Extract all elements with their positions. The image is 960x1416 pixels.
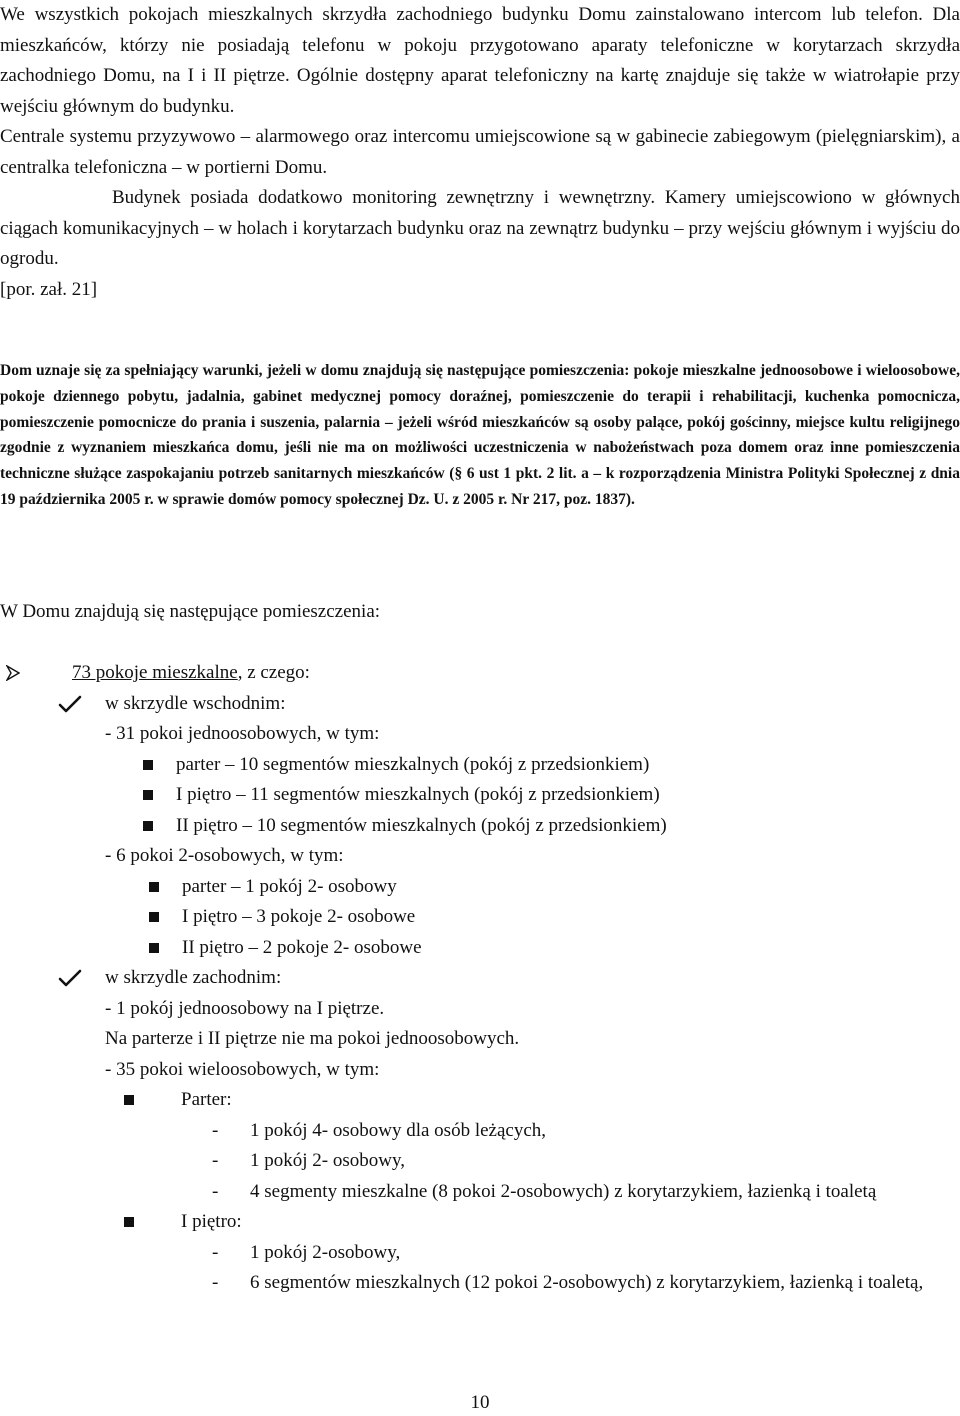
- square-bullet-icon: [124, 1095, 134, 1105]
- list-item-west-note: Na parterze i II piętrze nie ma pokoi jednoosobowych.: [105, 1028, 520, 1049]
- requirements-paragraph: Dom uznaje się za spełniający warunki, jeżeli w domu znajdują się następujące pomieszczenia: pokoje mieszkalne jednoosobowe i wieloosobowe, pokoje dziennego pobytu, jadalnia, gabinet medycznej pomocy doraźnej, pomieszczenie do terapii i rehabilitacji, kuchenka pomocnicza, pomieszczenie pomocnicze do prania i suszenia, palarnia – jeżeli wśród mieszkańców są osoby palące, pokój gościnny, miejsce kultu religijnego zgodnie z wyznaniem mieszkańca domu, jeśli nie ma on możliwości uczestniczenia w nabożeństwach poza domem oraz inne pomieszczenia techniczne służące zaspokajaniu potrzeb sanitarnych mieszkańców (§ 6 ust 1 pkt. 2 lit. a – k rozporządzenia Ministra Polityki Społecznej z dnia 19 października 2005 r. w sprawie domów pomocy społecznej Dz. U. z 2005 r. Nr 217, poz. 1837).: [0, 362, 960, 508]
- page-number: 10: [470, 1392, 490, 1413]
- dash-bullet: -: [212, 1119, 219, 1141]
- paragraph-alarm-system: Centrale systemu przyzywowo – alarmowego oraz intercomu umiejscowione są w gabinecie zabiegowym (pielęgniarskim), a centralka telefoniczna – w portierni Domu.: [0, 126, 960, 178]
- east-wing-label: w skrzydle wschodnim:: [105, 692, 286, 714]
- list-item-west-wing: [0, 963, 960, 994]
- list-item-east-double-1: I piętro – 3 pokoje 2- osobowe: [0, 902, 960, 933]
- square-bullet-icon: [143, 821, 153, 831]
- square-bullet-icon: [124, 1217, 134, 1227]
- paragraph-communication: We wszystkich pokojach mieszkalnych skrzydła zachodniego budynku Domu zainstalowano intercom lub telefon. Dla mieszkańców, którzy nie posiadają telefonu w pokoju przygotowano aparaty telefoniczne w korytarzach skrzydła zachodniego Domu, na I i II piętrze. Ogólnie dostępny aparat telefoniczny na kartę znajduje się także w wiatrołapie przy wejściu głównym do budynku.: [0, 4, 960, 117]
- checkmark-icon: [58, 695, 82, 713]
- list-item-floor1: I piętro:: [0, 1207, 960, 1238]
- dash-bullet: -: [212, 1241, 219, 1263]
- list-item-main-text: 73 pokoje mieszkalne, z czego:: [72, 662, 310, 683]
- list-item-parter-1: - 1 pokój 2- osobowy,: [0, 1146, 960, 1177]
- list-item-east-single-1: I piętro – 11 segmentów mieszkalnych (pokój z przedsionkiem): [0, 780, 960, 811]
- list-item-east-single-0: parter – 10 segmentów mieszkalnych (pokój z przedsionkiem): [0, 750, 960, 781]
- list-item-east-double-0: parter – 1 pokój 2- osobowy: [0, 872, 960, 903]
- list-item-west-single: - 1 pokój jednoosobowy na I piętrze.: [105, 997, 385, 1019]
- list-item-parter: Parter:: [0, 1085, 960, 1116]
- square-bullet-icon: [143, 790, 153, 800]
- rooms-heading: W Domu znajdują się następujące pomieszczenia:: [0, 601, 381, 622]
- dash-bullet: -: [212, 1272, 219, 1293]
- reference-annex: [por. zał. 21]: [0, 278, 98, 300]
- dash-bullet: -: [212, 1150, 219, 1171]
- list-item-east-single: - 31 pokoi jednoosobowych, w tym:: [105, 723, 380, 744]
- rooms-total-label: 73 pokoje mieszkalne: [72, 662, 238, 683]
- checkmark-icon: [58, 969, 82, 987]
- paragraph-monitoring: Budynek posiada dodatkowo monitoring zewnętrzny i wewnętrzny. Kamery umiejscowiono w głównych ciągach komunikacyjnych – w holach i korytarzach budynku oraz na zewnątrz budynku – przy wejściu głównym i wyjściu do ogrodu.: [0, 187, 960, 269]
- west-wing-label: w skrzydle zachodnim:: [105, 967, 282, 988]
- list-item-east-double: - 6 pokoi 2-osobowych, w tym:: [105, 845, 344, 866]
- list-item-floor1-0: - 1 pokój 2-osobowy,: [0, 1238, 960, 1269]
- arrow-bullet-icon: [6, 665, 20, 681]
- list-item-east-single-2: II piętro – 10 segmentów mieszkalnych (pokój z przedsionkiem): [0, 811, 960, 842]
- square-bullet-icon: [149, 943, 159, 953]
- list-item-floor1-1: - 6 segmentów mieszkalnych (12 pokoi 2-osobowych) z korytarzykiem, łazienką i toaletą,: [0, 1268, 960, 1299]
- square-bullet-icon: [149, 912, 159, 922]
- dash-bullet: -: [212, 1180, 219, 1202]
- top-paragraphs: [0, 0, 960, 305]
- square-bullet-icon: [149, 882, 159, 892]
- list-item-parter-2: - 4 segmenty mieszkalne (8 pokoi 2-osobowych) z korytarzykiem, łazienką i toaletą: [0, 1177, 960, 1208]
- list-item-west-multi: - 35 pokoi wieloosobowych, w tym:: [105, 1058, 380, 1080]
- list-item-east-wing: [0, 689, 960, 720]
- list-item-main: [0, 658, 960, 689]
- rooms-list: [0, 658, 960, 1299]
- list-item-parter-0: - 1 pokój 4- osobowy dla osób leżących,: [0, 1116, 960, 1147]
- list-item-east-double-2: II piętro – 2 pokoje 2- osobowe: [0, 933, 960, 964]
- square-bullet-icon: [143, 760, 153, 770]
